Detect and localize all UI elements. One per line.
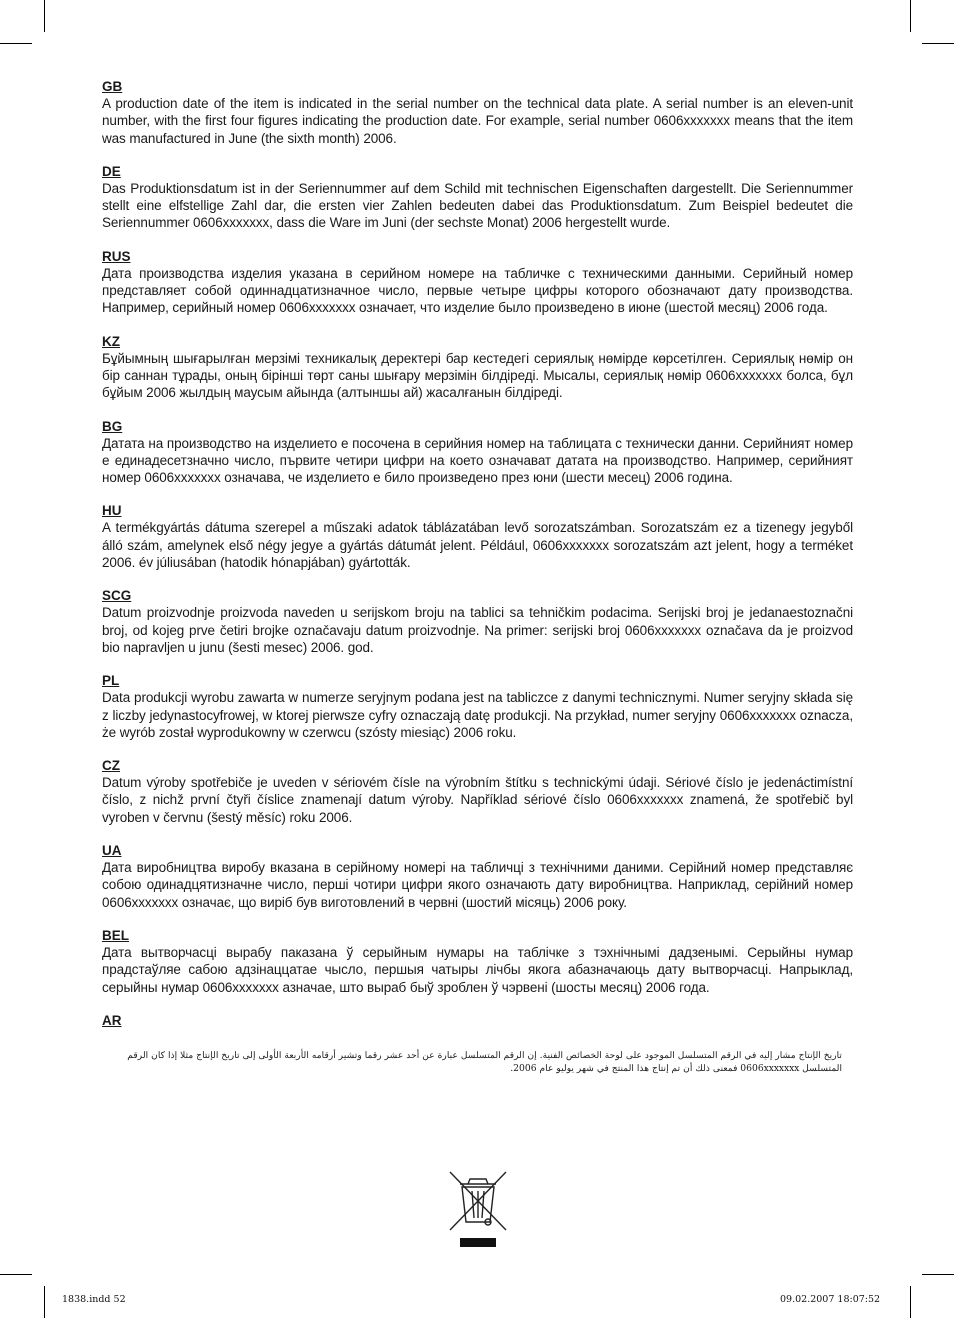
section-code: CZ xyxy=(102,758,120,774)
section-code: BEL xyxy=(102,927,129,943)
section-text: Дата вытворчасці вырабу паказана ў серыйным нумары на таблічке з тэхнічнымі дадзенымі. Серыйны нумар прадстаўляе сабою адзінаццатае чысло, першыя чатыры лічбы якога абазначаюць дату вытворчасці. Напрыклад, серыйны нумар 0606xxxxxxx азначае, што выраб быў зроблен ў чэрвені (шосты месяц) 2006 года. xyxy=(102,944,853,995)
section-ua xyxy=(102,842,853,911)
crop-mark xyxy=(44,0,45,32)
section-text: Data produkcji wyrobu zawarta w numerze seryjnym podana jest na tabliczce z danymi technicznymi. Numer seryjny składa się z liczby jedynastocyfrowej, w ktorej pierwsze cyfry oznaczają datę produkcji. Na przykład, numer seryjny 0606xxxxxxx oznacza, że wyrób został wyprodukowny w czerwcu (szósty miesiąc) 2006 roku. xyxy=(102,690,853,740)
crop-mark xyxy=(44,1286,45,1318)
section-hu xyxy=(102,502,853,571)
section-code: RUS xyxy=(102,248,131,264)
crop-mark xyxy=(910,1286,911,1318)
section-code: DE xyxy=(102,163,121,179)
section-text: A termékgyártás dátuma szerepel a műszaki adatok táblázatában levő sorozatszámban. Sorozatszám ez a tizenegy jegyből álló szám, amelynek első négy jegye a gyártás dátumát jelent. Például, 0606xxxxxxx sorozatszám azt jelent, hogy a terméket 2006. év júliusában (hatodik hónapjában) gyártották. xyxy=(102,520,853,571)
section-code: KZ xyxy=(102,333,120,349)
section-text: Дата виробництва виробу вказана в серійному номері на табличці з технічними даними. Серійний номер представляє собою одинадцятизначне число, перші чотири цифри якого означають дату виробництва. Наприклад, серійний номер 0606xxxxxxx означає, що виріб був виготовлений в червні (шостий місяць) 2006 року. xyxy=(102,860,853,910)
section-text: Дата производства изделия указана в серийном номере на табличке с техническими данными. Серийный номер представляет собой одиннадцатизначное число, первые четыре цифры которого обозначают дату производства. Например, серийный номер 0606xxxxxxx означает, что изделие было произведено в июне (шестой месяц) 2006 года. xyxy=(102,265,853,316)
section-code: AR xyxy=(102,1012,122,1028)
section-bg xyxy=(102,418,853,487)
section-text: Бұйымның шығарылған мерзімі техникалық деректері бар кестедегі сериялық нөмірде көрсетілген. Сериялық нөмір он бір саннан тұрады, оның бірінші төрт саны шығару мерзімін білдіреді. Мысалы, сериялық нөмір 0606xxxxxxx болса, бұл бұйым 2006 жылдың маусым айында (алтыншы ай) жасалғанын білдіреді. xyxy=(102,350,853,401)
footer-file-info: 1838.indd 52 xyxy=(62,1294,126,1305)
crop-mark xyxy=(910,0,911,32)
section-gb xyxy=(102,78,853,147)
section-code: SCG xyxy=(102,588,132,604)
footer-timestamp: 09.02.2007 18:07:52 xyxy=(780,1294,881,1305)
section-pl xyxy=(102,672,853,741)
section-code: PL xyxy=(102,673,120,689)
crop-mark xyxy=(922,43,954,44)
section-text: A production date of the item is indicated in the serial number on the technical data plate. A serial number is an eleven-unit number, with the first four figures indicating the production date. For example, serial number 0606xxxxxxx means that the item was manufactured in June (the sixth month) 2006. xyxy=(102,96,853,146)
crop-mark xyxy=(0,43,32,44)
section-code: UA xyxy=(102,843,122,859)
section-kz xyxy=(102,333,853,402)
section-text: Datum proizvodnje proizvoda naveden u serijskom broju na tablici sa tehničkim podacima. Serijski broj je jedanaestoznačni broj, od kojeg prve četiri brojke označavaju datum proizvodnje. Na primer: serijski broj 0606xxxxxxx označava da je proizvod bio napravljen u junu (šesti mesec) 2006. god. xyxy=(102,605,853,655)
section-de xyxy=(102,163,853,232)
section-text: Das Produktionsdatum ist in der Seriennummer auf dem Schild mit technischen Eigenschaften dargestellt. Die Seriennummer stellt eine elfstellige Zahl dar, die ersten vier Zahlen bedeuten dabei das Produktionsdatum. Zum Beispiel bedeutet die Seriennummer 0606xxxxxxx, dass die Ware im Juni (der sechste Monat) 2006 hergestellt wurde. xyxy=(102,180,853,231)
section-code: BG xyxy=(102,418,123,434)
section-code: GB xyxy=(102,79,123,94)
section-text: Датата на производство на изделието е посочена в серийния номер на таблицата с технически данни. Серийният номер е единадесетзначно число, първите четири цифри на което означават датата на производство. Например, серийният номер 0606xxxxxxx означава, че изделието е било произведено през юни (шести месец) 2006 година. xyxy=(102,435,853,486)
section-cz xyxy=(102,757,853,826)
section-rus xyxy=(102,248,853,317)
crop-mark xyxy=(0,1274,32,1275)
section-text: Datum výroby spotřebiče je uveden v sériovém čísle na výrobním štítku s technickými údaji. Sériové číslo je jedenáctimístní číslo, z nichž první čtyři číslice znamenají datum výroby. Například sériové číslo 0606xxxxxxx znamená, že spotřebič byl vyroben v červnu (šestý měsíc) roku 2006. xyxy=(102,775,853,825)
crossed-out-wheelie-bin-icon xyxy=(448,1170,508,1250)
section-scg xyxy=(102,587,853,656)
section-code: HU xyxy=(102,503,122,519)
document-body xyxy=(102,78,853,1091)
section-ar xyxy=(102,1012,853,1075)
section-text-arabic: تاريخ الإنتاج مشار إليه في الرقم المتسلسل الموجود على لوحة الخصائص الفنية. إن الرقم المتسلسل عبارة عن أحد عشر رقما وتشير أرقامه الأربعة الأولى إلى تاريخ الإنتاج مثلا إذا كان الرقم المتسلسل 0606xxxxxxx فمعنى ذلك أن تم إنتاج هذا المنتج في شهر يوليو عام 2006. xyxy=(127,1049,842,1074)
crop-mark xyxy=(922,1274,954,1275)
section-bel xyxy=(102,927,853,996)
